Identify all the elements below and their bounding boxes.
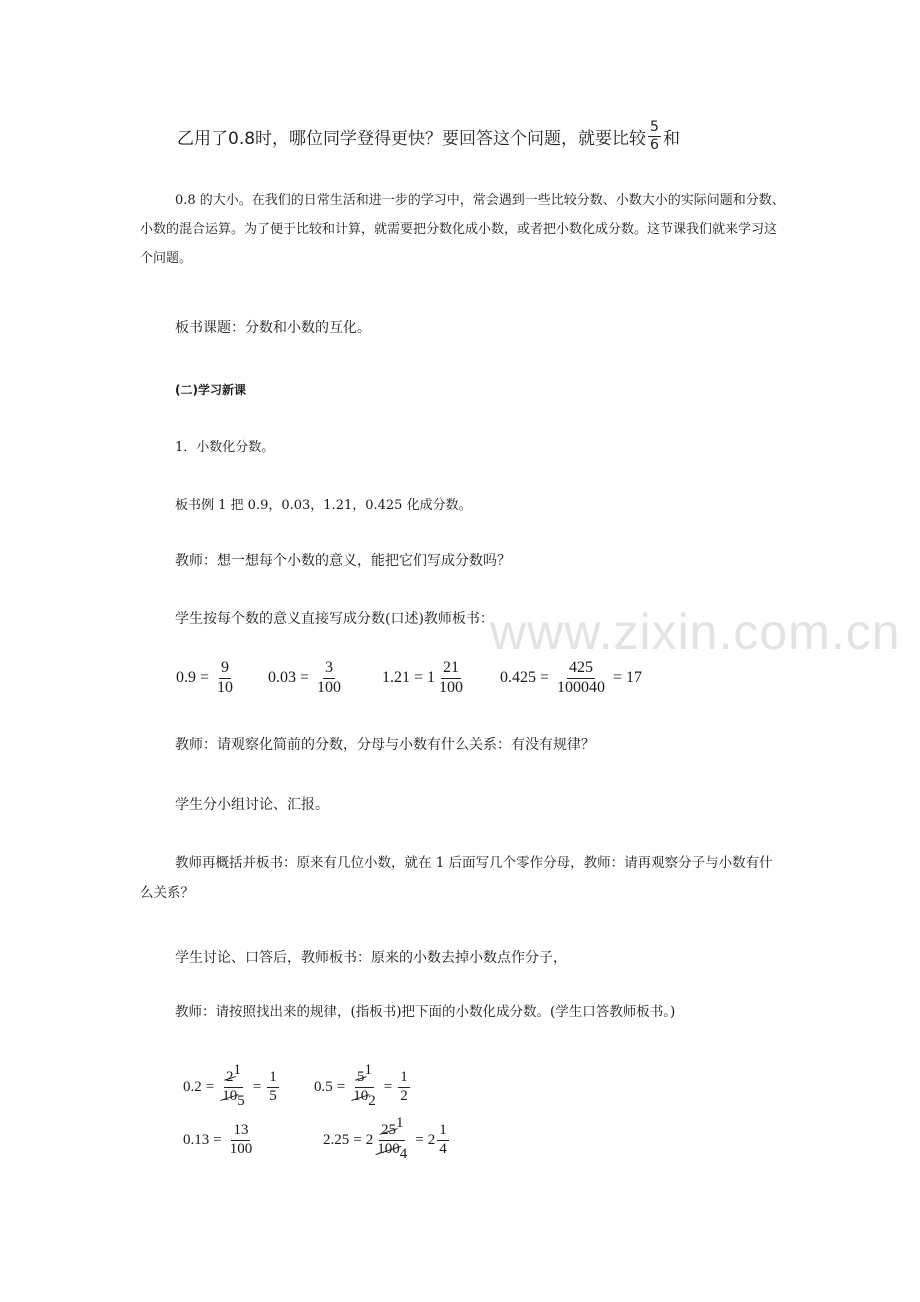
formula-fraction [555, 660, 607, 697]
formula-lhs: 2.25 [323, 1131, 350, 1148]
denominator: 100 [229, 1140, 253, 1157]
reduced-numerator: 1 [233, 1062, 241, 1078]
denominator: 100 [317, 678, 342, 696]
board-title: 板书课题：分数和小数的互化。 [175, 320, 371, 336]
formula-result [437, 1123, 449, 1158]
numerator: 13 [231, 1123, 250, 1141]
formula-fraction-reduced [375, 1115, 409, 1162]
formula-fraction-reduced [220, 1062, 247, 1109]
denominator: 5 [269, 1087, 277, 1104]
whole-part: 2 [365, 1131, 374, 1148]
denominator: 4 [439, 1140, 447, 1157]
struck-numerator: 2 [225, 1069, 234, 1085]
denominator: 100040 [557, 678, 606, 696]
formula-lhs: 0.425 [500, 669, 536, 687]
struck-denominator: 10 [353, 1087, 369, 1104]
formula-fraction-reduced [351, 1062, 378, 1109]
struck-numerator: 5 [356, 1069, 365, 1085]
struck-denominator: 10 [222, 1087, 238, 1104]
formula-0-13: 0.13 = $\frac{13}{100}$ [183, 1122, 253, 1157]
formula-lhs: 0.03 [268, 669, 296, 687]
denominator: 2 [400, 1087, 408, 1104]
numerator: 1 [398, 1070, 410, 1088]
line-1-tail: 和 [662, 128, 680, 149]
fraction-denominator: 6 [650, 136, 659, 153]
denominator: 100 [439, 678, 464, 696]
denominator: 10 [217, 678, 234, 696]
student-write: 学生按每个数的意义直接写成分数(口述)教师板书： [175, 611, 494, 627]
formula-tail: = 17 [613, 669, 643, 687]
teacher-question-2: 教师：请观察化简前的分数，分母与小数有什么关系：有没有规律？ [175, 737, 595, 753]
fraction-numerator: 5 [650, 119, 659, 135]
formula-lhs: 0.9 [176, 669, 196, 687]
formula-lhs: 0.5 [314, 1078, 333, 1095]
teacher-question-3: 教师：请按照找出来的规律，(指板书)把下面的小数化成分数。(学生口答教师板书。) [175, 1004, 676, 1020]
intro-paragraph: 0.8 的大小。在我们的日常生活和进一步的学习中，常会遇到一些比较分数、小数大小的实际问题和分数、小数的混合运算。为了便于比较和计算，就需要把分数化成小数，或者把小数化成分数。这节课我们就来学习这个问题。 [140, 193, 785, 266]
numerator: 9 [219, 660, 231, 679]
formula-1-21: 1.21 = 1 $\frac{21}{100}$ [382, 659, 464, 696]
student-answer: 学生讨论、口答后，教师板书：原来的小数去掉小数点作分子， [175, 950, 567, 966]
teacher-summary: 教师再概括并板书：原来有几位小数，就在 1 后面写几个零作分母，教师：请再观察分子与小数有什么关系？ [140, 855, 773, 901]
numerator: 1 [437, 1123, 449, 1141]
struck-numerator: 25 [380, 1122, 396, 1138]
section-heading: (二)学习新课 [175, 383, 246, 397]
reduced-denominator: 5 [237, 1092, 245, 1109]
formula-fraction [437, 660, 465, 697]
formula-fraction [215, 660, 235, 697]
formula-2-25: 2.25 = 2 $\frac{251}{1004}$ = 2 $\frac{1}{4}$ [323, 1115, 447, 1162]
line-1-fraction [648, 120, 661, 152]
item-1: 1．小数化分数。 [175, 440, 275, 455]
formula-result [267, 1070, 279, 1105]
example-1: 板书例 1 把 0.9，0.03，1.21，0.425 化成分数。 [175, 498, 472, 513]
line-1 [177, 120, 680, 152]
numerator: 21 [441, 660, 461, 679]
formula-fraction [228, 1123, 255, 1158]
teacher-question-1: 教师：想一想每个小数的意义，能把它们写成分数吗？ [175, 553, 511, 569]
formula-0-2: 0.2 = $\frac{21}{105}$ = $\frac{1}{5}$ [183, 1062, 277, 1109]
formula-0-425: 0.425 = $\frac{425}{100040}$ = 17 [500, 659, 643, 696]
numerator: 1 [267, 1070, 279, 1088]
formula-fraction [315, 660, 343, 697]
line-1-text: 乙用了0.8时，哪位同学登得更快？要回答这个问题，就要比较 [177, 128, 647, 149]
formula-0-9: 0.9 = $\frac{9}{10}$ [176, 659, 234, 696]
struck-denominator: 100 [377, 1140, 400, 1157]
watermark: www.zixin.com.cn [490, 604, 901, 660]
reduced-denominator: 4 [399, 1145, 408, 1162]
numerator: 425 [567, 660, 595, 679]
formula-0-5: 0.5 = $\frac{51}{102}$ = $\frac{1}{2}$ [314, 1062, 408, 1109]
whole-part: 1 [427, 669, 436, 687]
numerator: 3 [323, 660, 335, 679]
formula-lhs: 0.13 [183, 1131, 210, 1148]
reduced-numerator: 1 [395, 1115, 404, 1131]
formula-result [398, 1070, 410, 1105]
formula-lhs: 1.21 [382, 669, 410, 687]
formula-lhs: 0.2 [183, 1078, 202, 1095]
reduced-denominator: 2 [368, 1092, 376, 1109]
formula-0-03: 0.03 = $\frac{3}{100}$ [268, 659, 342, 696]
student-discuss: 学生分小组讨论、汇报。 [175, 797, 329, 813]
reduced-numerator: 1 [364, 1062, 372, 1078]
result-whole-part: 2 [427, 1131, 436, 1148]
